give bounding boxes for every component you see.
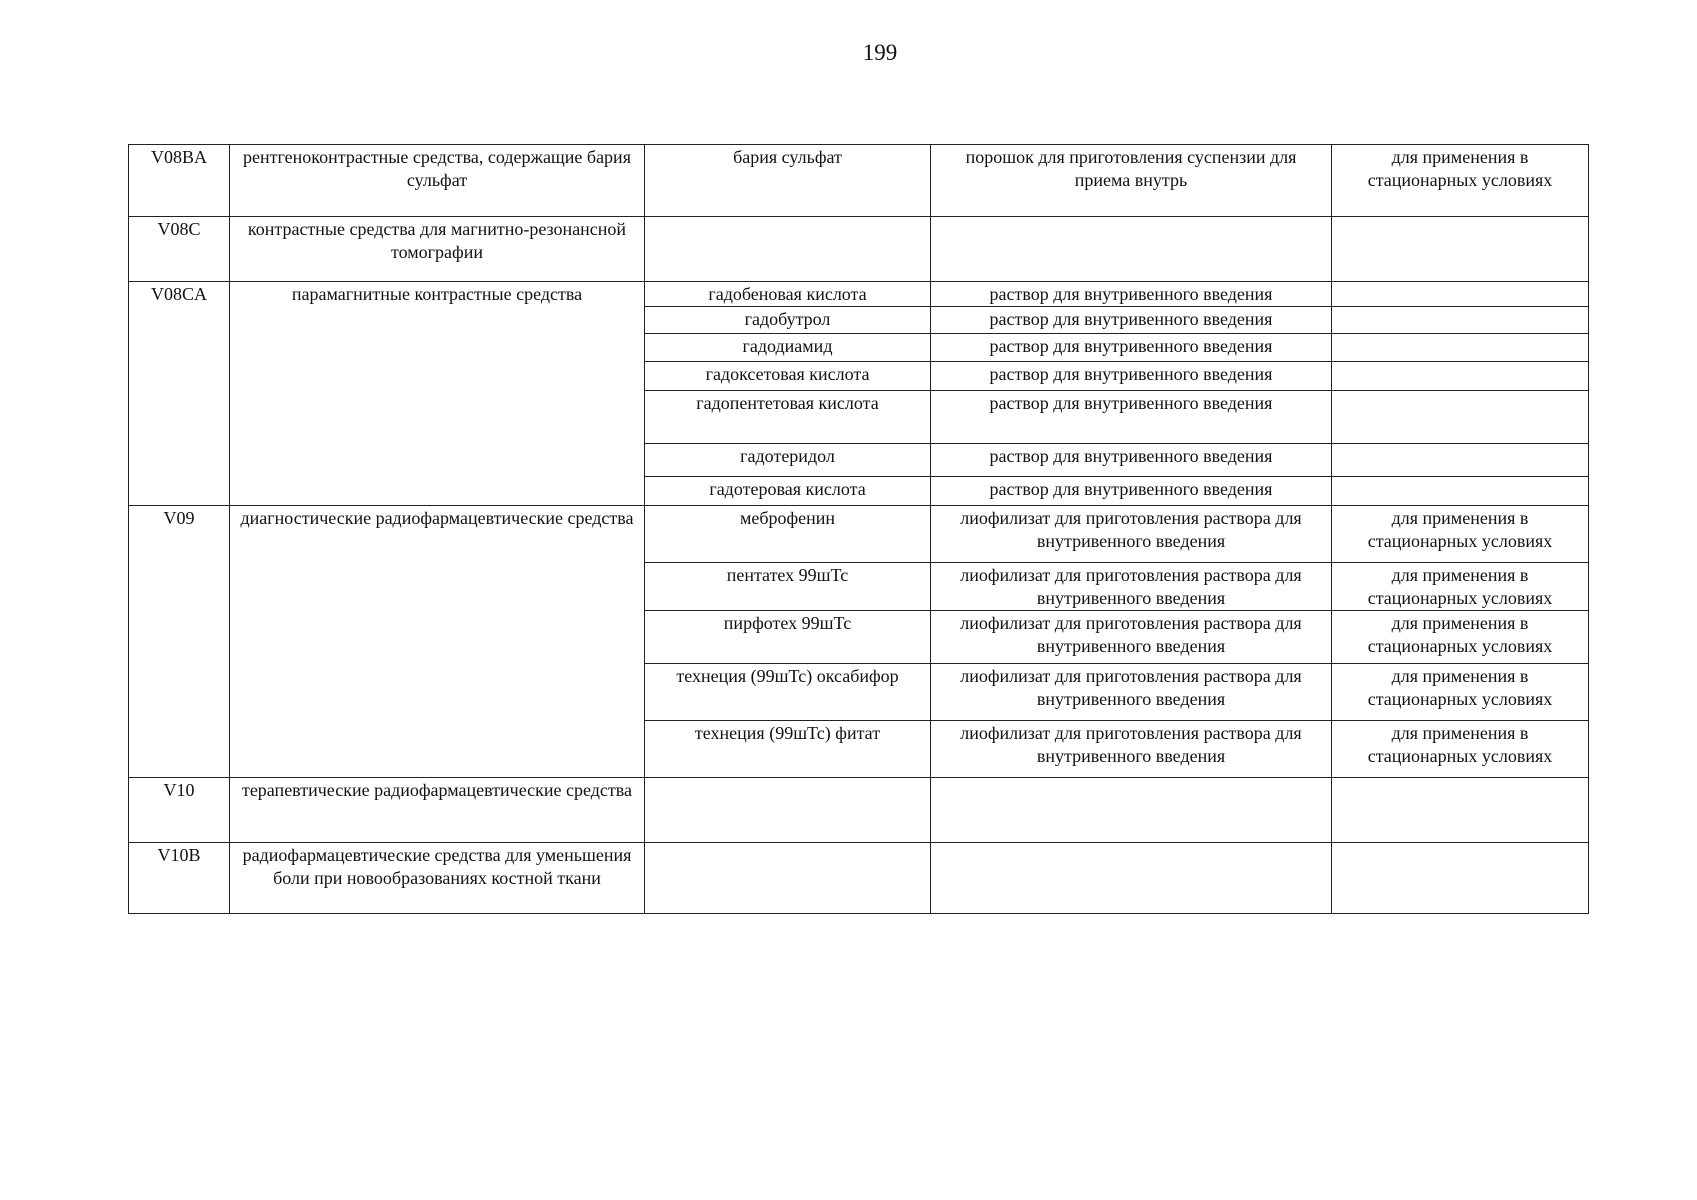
table-row: [129, 217, 1589, 282]
drug-cell: [645, 778, 931, 843]
atc-code-cell: V08CA: [129, 282, 230, 506]
group-cell: радиофармацевтические средства для уменьшения боли при новообразованиях костной ткани: [230, 843, 645, 914]
atc-code-cell: V10: [129, 778, 230, 843]
drug-cell: технеция (99шTc) оксабифор: [645, 664, 931, 721]
drug-cell: гадоксетовая кислота: [645, 362, 931, 391]
drug-cell: [645, 217, 931, 282]
group-cell: диагностические радиофармацевтические средства: [230, 506, 645, 778]
table-row: [129, 145, 1589, 217]
drug-cell: гадотеровая кислота: [645, 477, 931, 506]
note-cell: [1332, 778, 1589, 843]
page-number: 199: [862, 40, 898, 65]
drug-cell: пирфотех 99шTc: [645, 611, 931, 664]
drug-cell: меброфенин: [645, 506, 931, 563]
group-cell: парамагнитные контрастные средства: [230, 282, 645, 506]
drug-cell: гадобеновая кислота: [645, 282, 931, 307]
note-cell: для применения в стационарных условиях: [1332, 145, 1589, 217]
note-cell: для применения в стационарных условиях: [1332, 611, 1589, 664]
note-cell: [1332, 843, 1589, 914]
note-cell: [1332, 362, 1589, 391]
form-cell: [931, 217, 1332, 282]
table-row: [129, 282, 1589, 307]
form-cell: лиофилизат для приготовления раствора для внутривенного введения: [931, 664, 1332, 721]
note-cell: [1332, 334, 1589, 362]
table-row: [129, 843, 1589, 914]
form-cell: раствор для внутривенного введения: [931, 307, 1332, 334]
form-cell: лиофилизат для приготовления раствора для внутривенного введения: [931, 611, 1332, 664]
form-cell: раствор для внутривенного введения: [931, 444, 1332, 477]
atc-code-cell: V08C: [129, 217, 230, 282]
group-cell: контрастные средства для магнитно-резонансной томографии: [230, 217, 645, 282]
note-cell: [1332, 307, 1589, 334]
table-row: [129, 778, 1589, 843]
table-row: [129, 506, 1589, 563]
drug-cell: гадобутрол: [645, 307, 931, 334]
note-cell: [1332, 217, 1589, 282]
note-cell: для применения в стационарных условиях: [1332, 563, 1589, 611]
note-cell: для применения в стационарных условиях: [1332, 506, 1589, 563]
form-cell: [931, 843, 1332, 914]
atc-code-cell: V10B: [129, 843, 230, 914]
form-cell: раствор для внутривенного введения: [931, 362, 1332, 391]
form-cell: лиофилизат для приготовления раствора для внутривенного введения: [931, 563, 1332, 611]
note-cell: [1332, 477, 1589, 506]
note-cell: для применения в стационарных условиях: [1332, 664, 1589, 721]
form-cell: раствор для внутривенного введения: [931, 282, 1332, 307]
note-cell: [1332, 282, 1589, 307]
atc-code-cell: V09: [129, 506, 230, 778]
form-cell: лиофилизат для приготовления раствора для внутривенного введения: [931, 506, 1332, 563]
drug-cell: бария сульфат: [645, 145, 931, 217]
group-cell: терапевтические радиофармацевтические средства: [230, 778, 645, 843]
form-cell: раствор для внутривенного введения: [931, 391, 1332, 444]
note-cell: для применения в стационарных условиях: [1332, 721, 1589, 778]
note-cell: [1332, 444, 1589, 477]
note-cell: [1332, 391, 1589, 444]
drug-cell: пентатех 99шTc: [645, 563, 931, 611]
form-cell: раствор для внутривенного введения: [931, 477, 1332, 506]
drug-cell: гадотеридол: [645, 444, 931, 477]
drug-cell: гадодиамид: [645, 334, 931, 362]
form-cell: лиофилизат для приготовления раствора для внутривенного введения: [931, 721, 1332, 778]
form-cell: порошок для приготовления суспензии для приема внутрь: [931, 145, 1332, 217]
drug-cell: гадопентетовая кислота: [645, 391, 931, 444]
form-cell: [931, 778, 1332, 843]
drug-table: [128, 144, 1589, 914]
group-cell: рентгеноконтрастные средства, содержащие бария сульфат: [230, 145, 645, 217]
atc-code-cell: V08BA: [129, 145, 230, 217]
form-cell: раствор для внутривенного введения: [931, 334, 1332, 362]
drug-cell: [645, 843, 931, 914]
drug-cell: технеция (99шTc) фитат: [645, 721, 931, 778]
